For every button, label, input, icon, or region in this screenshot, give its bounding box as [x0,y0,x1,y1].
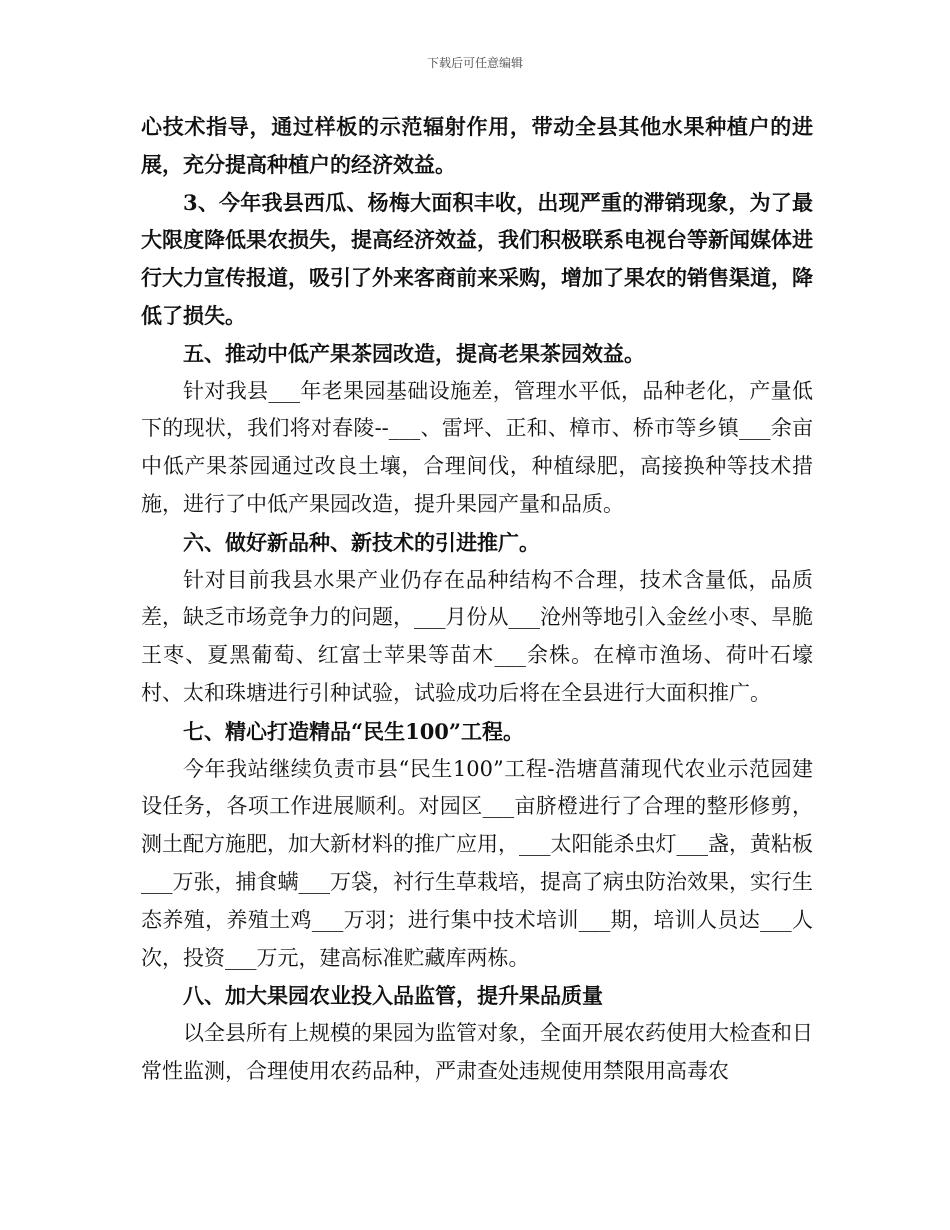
section-heading-5: 五、推动中低产果茶园改造，提高老果茶园效益。 [183,340,645,366]
page-header: 下载后可任意编辑 [426,56,523,70]
paragraph-section-8: 以全县所有上规模的果园为监管对象，全面开展农药使用大检查和日常性监测，合理使用农药品种，严肃查处违规使用禁限用高毒农 [141,1021,813,1083]
paragraph-section-7: 今年我站继续负责市县“民生100”工程-浩塘菖蒲现代农业示范园建设任务，各项工作进展顺利。对园区___亩脐橙进行了合理的整形修剪，测土配方施肥，加大新材料的推广应用，___太阳能杀虫灯___盏，黄粘板___万张，捕食螨___万袋，衬行生草栽培，提高了病虫防治效果，实行生态养殖，养殖土鸡___万羽；进行集中技术培训___期，培训人员达___人次，投资___万元，建高标准贮藏库两栋。 [141,756,813,970]
paragraph-continuation: 心技术指导，通过样板的示范辐射作用，带动全县其他水果种植户的进展，充分提高种植户的经济效益。 [141,114,813,177]
paragraph-section-6: 针对目前我县水果产业仍存在品种结构不合理，技术含量低，品质差，缺乏市场竞争力的问题，___月份从___沧州等地引入金丝小枣、旱脆王枣、夏黑葡萄、红富士苹果等苗木___余株。在樟市渔场、荷叶石壕村、太和珠塘进行引种试验，试验成功后将在全县进行大面积推广。 [141,567,813,705]
section-heading-8: 八、加大果园农业投入品监管，提升果品质量 [183,983,603,1009]
paragraph-item-3: 3、今年我县西瓜、杨梅大面积丰收，出现严重的滞销现象，为了最大限度降低果农损失，提高经济效益，我们积极联系电视台等新闻媒体进行大力宣传报道，吸引了外来客商前来采购，增加了果农的销售渠道，降低了损失。 [141,189,813,328]
body-text [141,108,813,1091]
section-heading-7: 七、精心打造精品“民生100”工程。 [183,718,524,744]
section-heading-6: 六、做好新品种、新技术的引进推广。 [183,529,540,555]
paragraph-section-5: 针对我县___年老果园基础设施差，管理水平低，品种老化，产量低下的现状，我们将对春陵--___、雷坪、正和、樟市、桥市等乡镇___余亩中低产果茶园通过改良土壤，合理间伐，种植绿肥，高接换种等技术措施，进行了中低产果园改造，提升果园产量和品质。 [141,378,813,516]
